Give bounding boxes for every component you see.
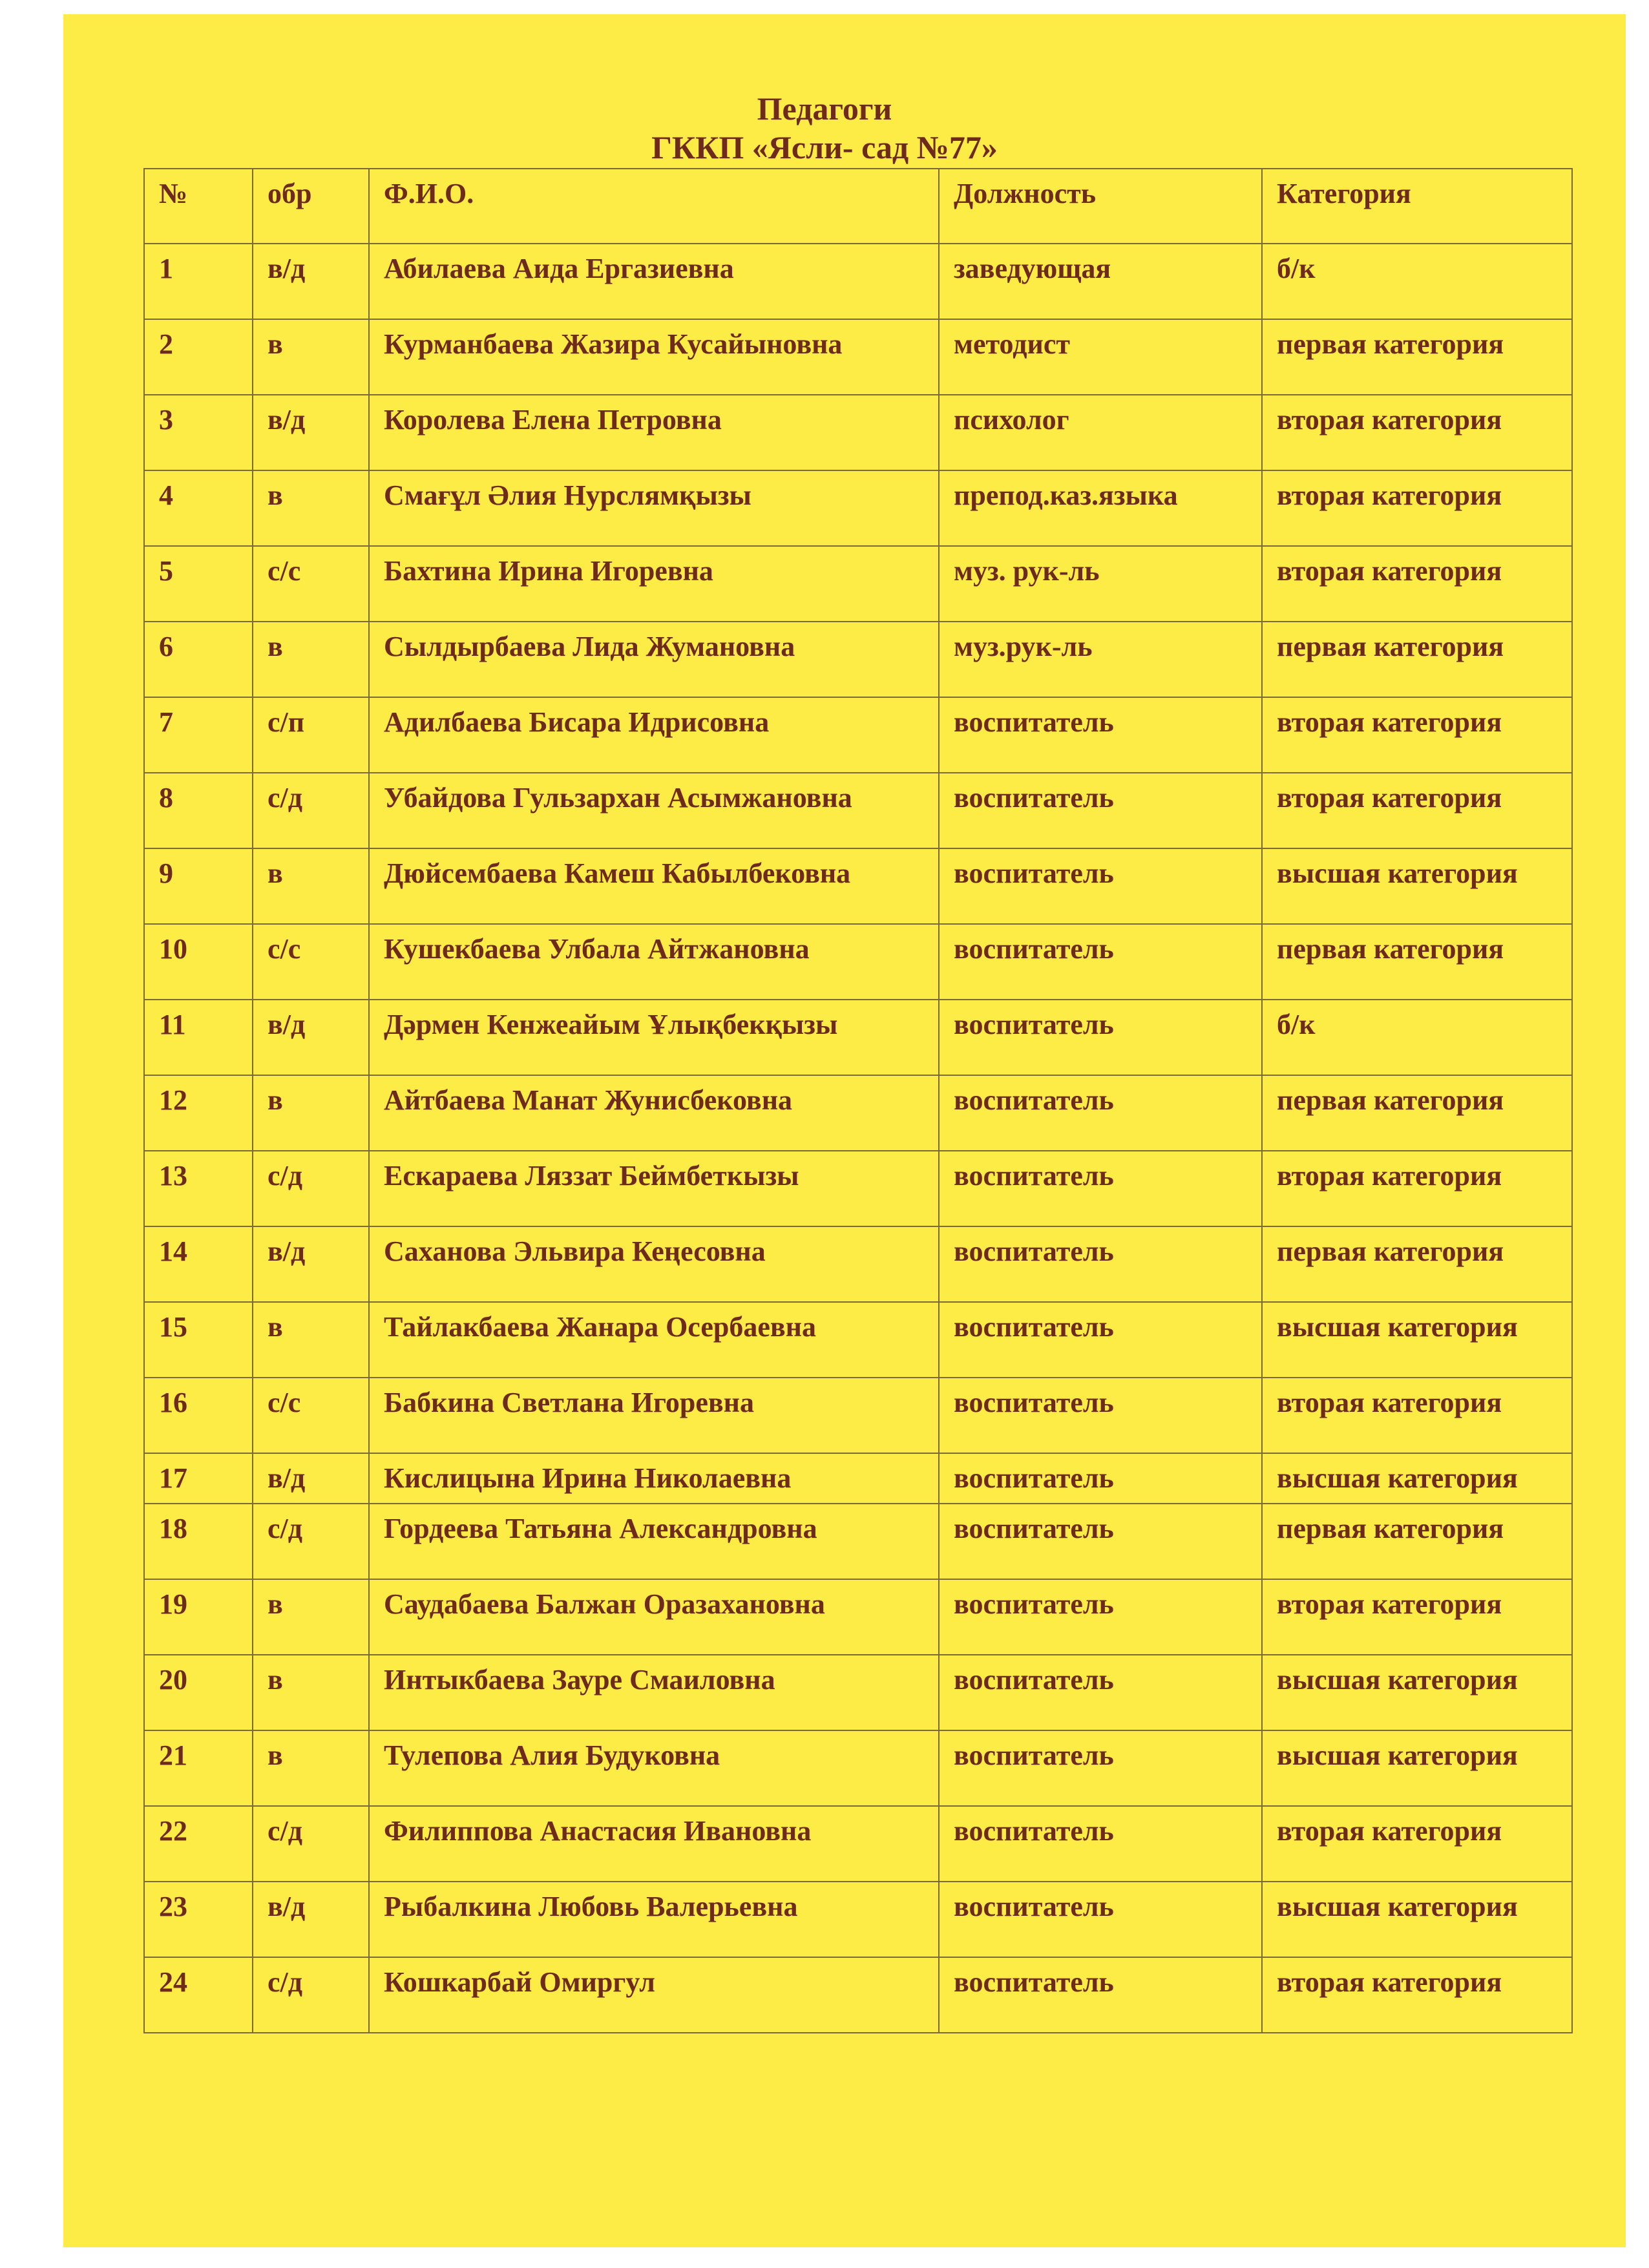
cell-number: 2 xyxy=(144,319,253,395)
cell-education: с/п xyxy=(253,697,369,773)
table-row xyxy=(144,470,1572,546)
table-row xyxy=(144,1504,1572,1579)
staff-table xyxy=(143,168,1573,2033)
cell-position: воспитатель xyxy=(939,1075,1262,1151)
cell-education: в/д xyxy=(253,395,369,470)
cell-position: заведующая xyxy=(939,244,1262,319)
cell-position: психолог xyxy=(939,395,1262,470)
cell-full-name: Сылдырбаева Лида Жумановна xyxy=(369,622,939,697)
cell-category: первая категория xyxy=(1262,924,1572,1000)
cell-number: 3 xyxy=(144,395,253,470)
cell-full-name: Курманбаева Жазира Кусайыновна xyxy=(369,319,939,395)
cell-full-name: Дәрмен Кенжеайым Ұлықбекқызы xyxy=(369,1000,939,1075)
cell-education: в/д xyxy=(253,1882,369,1957)
cell-position: воспитатель xyxy=(939,1226,1262,1302)
cell-position: методист xyxy=(939,319,1262,395)
table-row xyxy=(144,244,1572,319)
cell-category: первая категория xyxy=(1262,622,1572,697)
cell-education: в xyxy=(253,848,369,924)
cell-position: воспитатель xyxy=(939,1151,1262,1226)
cell-category: вторая категория xyxy=(1262,470,1572,546)
table-row xyxy=(144,924,1572,1000)
cell-full-name: Рыбалкина Любовь Валерьевна xyxy=(369,1882,939,1957)
cell-full-name: Гордеева Татьяна Александровна xyxy=(369,1504,939,1579)
table-row xyxy=(144,1882,1572,1957)
cell-education: в xyxy=(253,1655,369,1730)
cell-full-name: Саудабаева Балжан Оразахановна xyxy=(369,1579,939,1655)
cell-category: вторая категория xyxy=(1262,546,1572,622)
cell-full-name: Убайдова Гульзархан Асымжановна xyxy=(369,773,939,848)
table-row xyxy=(144,697,1572,773)
cell-position: воспитатель xyxy=(939,924,1262,1000)
cell-number: 23 xyxy=(144,1882,253,1957)
cell-full-name: Ескараева Ляззат Беймбеткызы xyxy=(369,1151,939,1226)
cell-number: 15 xyxy=(144,1302,253,1378)
cell-education: в xyxy=(253,319,369,395)
cell-education: в xyxy=(253,622,369,697)
cell-education: с/д xyxy=(253,1806,369,1882)
cell-position: воспитатель xyxy=(939,1957,1262,2033)
cell-position: воспитатель xyxy=(939,1806,1262,1882)
cell-education: с/д xyxy=(253,1957,369,2033)
cell-category: высшая категория xyxy=(1262,1882,1572,1957)
cell-category: первая категория xyxy=(1262,1226,1572,1302)
cell-full-name: Кислицына Ирина Николаевна xyxy=(369,1453,939,1504)
cell-category: вторая категория xyxy=(1262,1151,1572,1226)
table-body xyxy=(144,244,1572,2033)
cell-category: первая категория xyxy=(1262,1075,1572,1151)
cell-full-name: Абилаева Аида Ергазиевна xyxy=(369,244,939,319)
cell-category: высшая категория xyxy=(1262,1453,1572,1504)
table-row xyxy=(144,319,1572,395)
cell-education: в xyxy=(253,1579,369,1655)
cell-number: 21 xyxy=(144,1730,253,1806)
cell-full-name: Бахтина Ирина Игоревна xyxy=(369,546,939,622)
cell-education: с/д xyxy=(253,1504,369,1579)
cell-category: высшая категория xyxy=(1262,1655,1572,1730)
cell-full-name: Тулепова Алия Будуковна xyxy=(369,1730,939,1806)
cell-position: препод.каз.языка xyxy=(939,470,1262,546)
header-number: № xyxy=(144,169,253,244)
table-row xyxy=(144,1730,1572,1806)
cell-number: 12 xyxy=(144,1075,253,1151)
table-row xyxy=(144,546,1572,622)
cell-number: 24 xyxy=(144,1957,253,2033)
document-title: Педагоги xyxy=(757,90,892,127)
cell-full-name: Тайлакбаева Жанара Осербаевна xyxy=(369,1302,939,1378)
cell-position: воспитатель xyxy=(939,1579,1262,1655)
table-row xyxy=(144,1453,1572,1504)
cell-number: 11 xyxy=(144,1000,253,1075)
cell-position: воспитатель xyxy=(939,1378,1262,1453)
table-row xyxy=(144,395,1572,470)
table-row xyxy=(144,1579,1572,1655)
cell-number: 9 xyxy=(144,848,253,924)
cell-number: 16 xyxy=(144,1378,253,1453)
cell-full-name: Кушекбаева Улбала Айтжановна xyxy=(369,924,939,1000)
cell-position: воспитатель xyxy=(939,1504,1262,1579)
cell-category: вторая категория xyxy=(1262,1378,1572,1453)
cell-category: высшая категория xyxy=(1262,1730,1572,1806)
cell-number: 6 xyxy=(144,622,253,697)
cell-full-name: Интыкбаева Зауре Смаиловна xyxy=(369,1655,939,1730)
cell-full-name: Саханова Эльвира Кеңесовна xyxy=(369,1226,939,1302)
cell-full-name: Смағұл Әлия Нурслямқызы xyxy=(369,470,939,546)
table-row xyxy=(144,1000,1572,1075)
cell-education: в xyxy=(253,1302,369,1378)
cell-education: в xyxy=(253,470,369,546)
cell-number: 1 xyxy=(144,244,253,319)
cell-education: в/д xyxy=(253,1226,369,1302)
cell-category: первая категория xyxy=(1262,319,1572,395)
cell-position: воспитатель xyxy=(939,1655,1262,1730)
table-row xyxy=(144,1302,1572,1378)
cell-position: муз.рук-ль xyxy=(939,622,1262,697)
document-subtitle: ГККП «Ясли- сад №77» xyxy=(651,129,998,165)
cell-number: 8 xyxy=(144,773,253,848)
cell-education: в/д xyxy=(253,1000,369,1075)
cell-education: с/с xyxy=(253,546,369,622)
cell-category: вторая категория xyxy=(1262,1579,1572,1655)
table-row xyxy=(144,1957,1572,2033)
cell-number: 14 xyxy=(144,1226,253,1302)
table-row xyxy=(144,1806,1572,1882)
cell-full-name: Королева Елена Петровна xyxy=(369,395,939,470)
cell-education: с/д xyxy=(253,1151,369,1226)
cell-number: 22 xyxy=(144,1806,253,1882)
cell-number: 10 xyxy=(144,924,253,1000)
cell-education: в/д xyxy=(253,244,369,319)
cell-position: воспитатель xyxy=(939,1302,1262,1378)
cell-position: воспитатель xyxy=(939,773,1262,848)
cell-category: вторая категория xyxy=(1262,1957,1572,2033)
cell-position: воспитатель xyxy=(939,697,1262,773)
cell-position: воспитатель xyxy=(939,1453,1262,1504)
cell-position: воспитатель xyxy=(939,1000,1262,1075)
cell-category: вторая категория xyxy=(1262,395,1572,470)
cell-education: в xyxy=(253,1075,369,1151)
cell-category: первая категория xyxy=(1262,1504,1572,1579)
header-education: обр xyxy=(253,169,369,244)
cell-number: 20 xyxy=(144,1655,253,1730)
header-category: Категория xyxy=(1262,169,1572,244)
table-row xyxy=(144,622,1572,697)
cell-category: вторая категория xyxy=(1262,1806,1572,1882)
cell-full-name: Дюйсембаева Камеш Кабылбековна xyxy=(369,848,939,924)
cell-position: воспитатель xyxy=(939,848,1262,924)
table-header-row xyxy=(144,169,1572,244)
cell-category: высшая категория xyxy=(1262,848,1572,924)
cell-category: высшая категория xyxy=(1262,1302,1572,1378)
cell-number: 13 xyxy=(144,1151,253,1226)
cell-education: в xyxy=(253,1730,369,1806)
cell-number: 17 xyxy=(144,1453,253,1504)
cell-education: с/с xyxy=(253,1378,369,1453)
cell-position: муз. рук-ль xyxy=(939,546,1262,622)
cell-position: воспитатель xyxy=(939,1730,1262,1806)
cell-category: вторая категория xyxy=(1262,697,1572,773)
cell-full-name: Бабкина Светлана Игоревна xyxy=(369,1378,939,1453)
cell-education: с/д xyxy=(253,773,369,848)
header-position: Должность xyxy=(939,169,1262,244)
cell-category: б/к xyxy=(1262,1000,1572,1075)
table-row xyxy=(144,1151,1572,1226)
table-row xyxy=(144,1655,1572,1730)
cell-number: 5 xyxy=(144,546,253,622)
table-row xyxy=(144,1075,1572,1151)
table-row xyxy=(144,773,1572,848)
cell-number: 18 xyxy=(144,1504,253,1579)
cell-full-name: Филиппова Анастасия Ивановна xyxy=(369,1806,939,1882)
cell-education: в/д xyxy=(253,1453,369,1504)
cell-full-name: Айтбаева Манат Жунисбековна xyxy=(369,1075,939,1151)
cell-number: 4 xyxy=(144,470,253,546)
cell-category: б/к xyxy=(1262,244,1572,319)
cell-number: 7 xyxy=(144,697,253,773)
header-full-name: Ф.И.О. xyxy=(369,169,939,244)
cell-full-name: Кошкарбай Омиргул xyxy=(369,1957,939,2033)
table-row xyxy=(144,1226,1572,1302)
cell-full-name: Адилбаева Бисара Идрисовна xyxy=(369,697,939,773)
cell-education: с/с xyxy=(253,924,369,1000)
cell-category: вторая категория xyxy=(1262,773,1572,848)
table-row xyxy=(144,848,1572,924)
cell-number: 19 xyxy=(144,1579,253,1655)
cell-position: воспитатель xyxy=(939,1882,1262,1957)
table-row xyxy=(144,1378,1572,1453)
